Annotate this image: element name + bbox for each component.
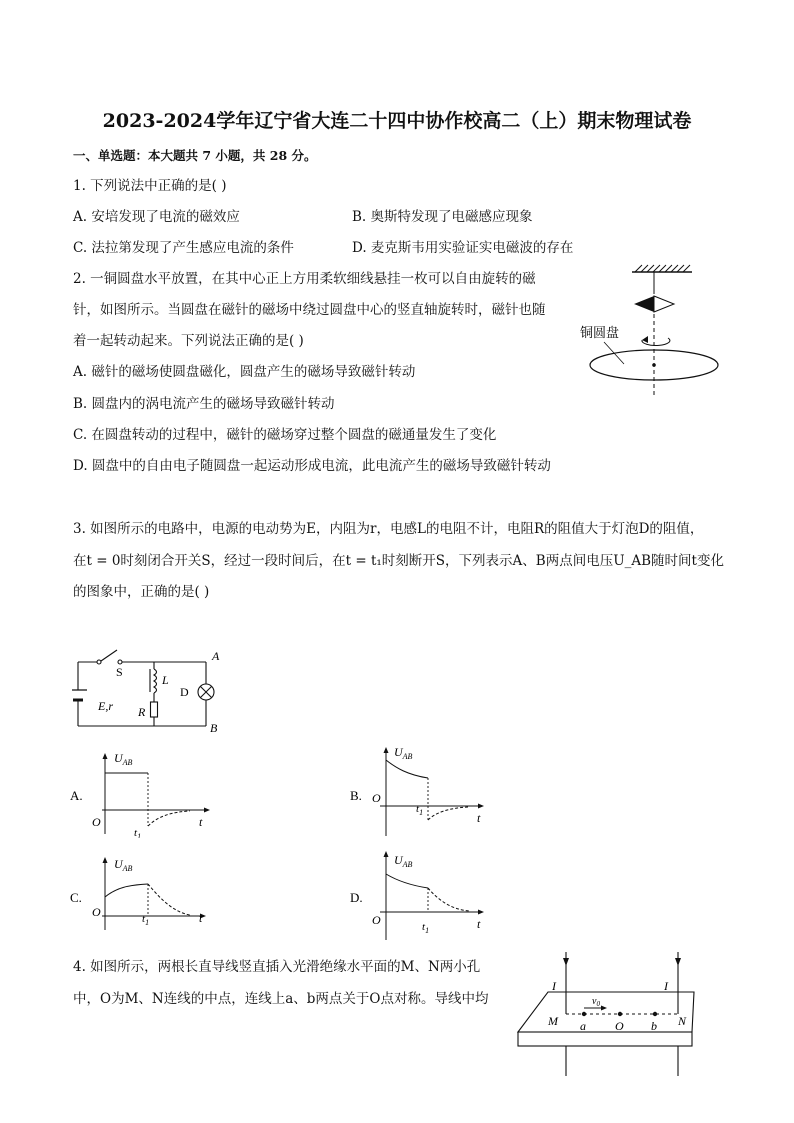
svg-text:O: O [92, 815, 101, 829]
svg-text:t1: $t_1$ [416, 803, 424, 817]
svg-text:C.: C. [70, 890, 82, 905]
q2-option-b: B. 圆盘内的涡电流产生的磁场导致磁针转动 [73, 396, 335, 412]
svg-text:t: t [199, 815, 203, 829]
svg-text:A.: A. [70, 788, 83, 803]
needle-south-icon [654, 296, 674, 312]
q1-option-b: B. 奥斯特发现了电磁感应现象 [352, 209, 533, 225]
label-er: E,r [98, 699, 113, 713]
label-r: R [138, 705, 146, 719]
label-d: D [180, 685, 189, 699]
label-i-left: I [552, 979, 556, 993]
q1-option-c: C. 法拉第发现了产生感应电流的条件 [73, 240, 294, 256]
svg-text:UAB: $U_{AB}$ [394, 853, 413, 869]
inductor-l [154, 669, 157, 693]
q2-stem-line2: 针，如图所示。当圆盘在磁针的磁场中绕过圆盘中心的竖直轴旋转时，磁针也随 [73, 302, 546, 318]
q4-stem-line1: 4. 如图所示，两根长直导线竖直插入光滑绝缘水平面的M、N两小孔 [73, 959, 481, 975]
needle-north-icon [634, 296, 654, 312]
resistor-r [151, 702, 158, 717]
q2-stem-line1: 2. 一铜圆盘水平放置，在其中心正上方用柔软细线悬挂一枚可以自由旋转的磁 [73, 271, 536, 287]
svg-text:t: t [199, 911, 203, 925]
svg-text:D.: D. [350, 890, 363, 905]
label-n: N [678, 1014, 687, 1028]
graph-option-a [68, 742, 218, 838]
svg-text:O: O [372, 913, 381, 927]
label-l: L [162, 673, 169, 687]
q1-option-a: A. 安培发现了电流的磁效应 [73, 209, 240, 225]
svg-text:B.: B. [350, 788, 362, 803]
page-title: 2023-2024学年辽宁省大连二十四中协作校高二（上）期末物理试卷 [102, 110, 692, 132]
label-i-right: I [664, 979, 668, 993]
svg-text:t1: $t_1$ [422, 921, 430, 935]
label-a-point: a [580, 1019, 586, 1033]
svg-text:UAB: $U_{AB}$ [114, 751, 133, 767]
q2-option-a: A. 磁针的磁场使圆盘磁化，圆盘产生的磁场导致磁针转动 [73, 364, 416, 380]
q2-option-c: C. 在圆盘转动的过程中，磁针的磁场穿过整个圆盘的磁通量发生了变化 [73, 427, 497, 443]
svg-text:UAB: $U_{AB}$ [394, 745, 413, 761]
svg-text:O: O [92, 905, 101, 919]
svg-text:UAB: $U_{AB}$ [114, 857, 133, 873]
section-heading: 一、单选题：本大题共 7 小题，共 28 分。 [73, 148, 317, 163]
switch-s [101, 650, 117, 661]
svg-text:O: O [372, 791, 381, 805]
label-s: S [116, 665, 123, 679]
svg-text:t1: $t_1$ [134, 827, 142, 838]
graph-option-b [346, 742, 496, 838]
label-a: A [212, 649, 220, 663]
label-o: O [615, 1019, 624, 1033]
copper-disk-label: 铜圆盘 [580, 325, 620, 340]
q2-stem-line3: 着一起转动起来。下列说法正确的是( ) [73, 333, 304, 349]
label-m: M [548, 1014, 558, 1028]
q3-stem-line3: 的图象中，正确的是( ) [73, 584, 210, 600]
q1-stem: 1. 下列说法中正确的是( ) [73, 178, 227, 194]
graph-option-c [68, 850, 218, 946]
two-wires-figure [514, 950, 700, 1078]
label-b-point: b [651, 1019, 657, 1033]
q2-option-d: D. 圆盘中的自由电子随圆盘一起运动形成电流，此电流产生的磁场导致磁针转动 [73, 458, 551, 474]
svg-text:t: t [477, 917, 481, 931]
svg-text:t1: $t_1$ [142, 913, 150, 927]
copper-disk-figure [580, 262, 730, 402]
insulating-plane [518, 992, 694, 1032]
svg-text:v0: $v_0$ [592, 996, 600, 1008]
q3-stem-line2: 在t = 0时刻闭合开关S，经过一段时间后，在t = t₁时刻断开S，下列表示A、B两点间电压U_AB随时间t变化 [73, 553, 724, 569]
q4-stem-line2: 中，O为M、N连线的中点，连线上a、b两点关于O点对称。导线中均 [73, 991, 489, 1007]
svg-text:t: t [477, 811, 481, 825]
label-b: B [210, 721, 218, 735]
q1-option-d: D. 麦克斯韦用实验证实电磁波的存在 [352, 240, 574, 256]
q3-stem-line1: 3. 如图所示的电路中，电源的电动势为E，内阻为r，电感L的电阻不计，电阻R的阻值大于灯泡D的阻值， [73, 521, 704, 537]
graph-option-d [346, 848, 496, 944]
rl-circuit-diagram [72, 644, 232, 739]
